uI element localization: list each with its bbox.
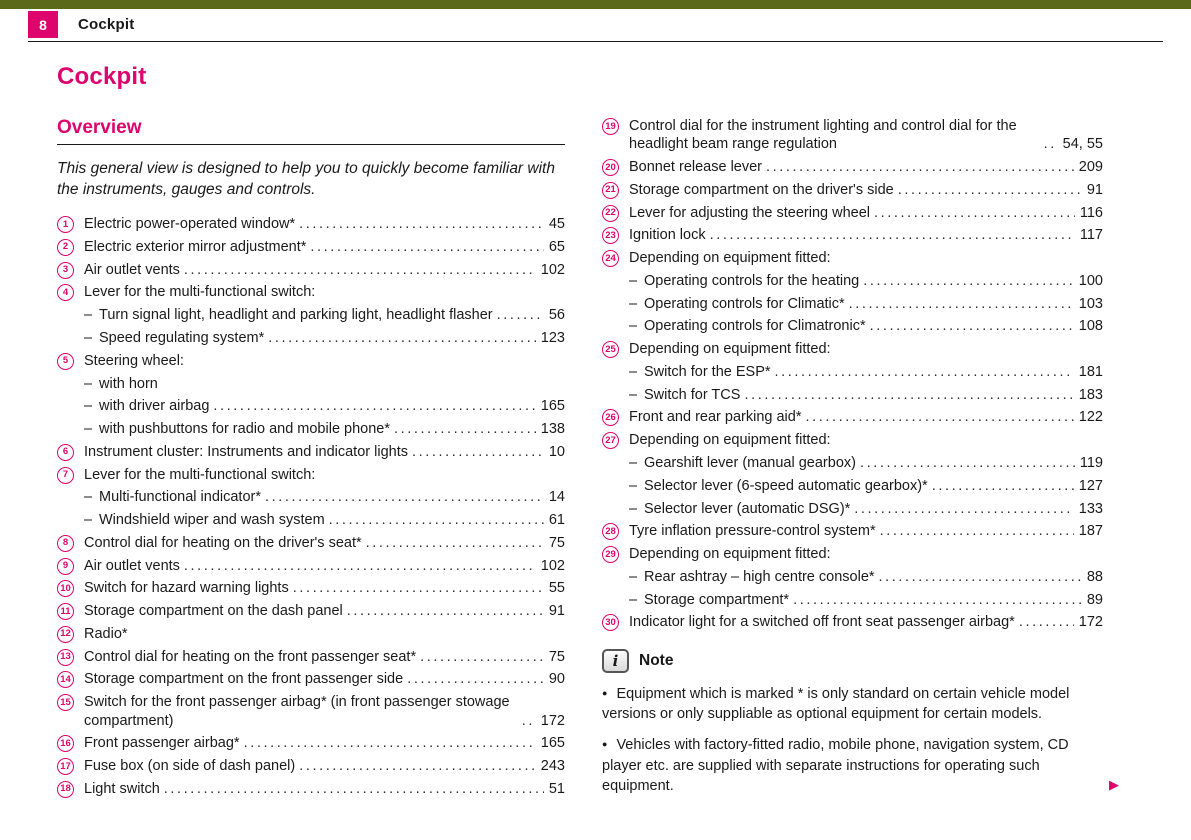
sub-item-dash-icon: – xyxy=(84,307,93,324)
note-text: Vehicles with factory-fitted radio, mobile phone, navigation system, CD player etc. are supplied with separate instructions for operating such equipment. xyxy=(602,737,1069,794)
entry-content xyxy=(629,204,1103,222)
page-reference: 51 xyxy=(548,780,565,797)
entry-label: Gearshift lever (manual gearbox) xyxy=(644,454,856,471)
toc-subentry xyxy=(602,295,1103,313)
entry-label: Storage compartment on the driver's side xyxy=(629,181,894,198)
entry-label: Switch for hazard warning lights xyxy=(84,580,289,597)
entry-content xyxy=(644,500,1103,518)
entry-content xyxy=(629,522,1103,540)
note-title: Note xyxy=(639,651,674,669)
entry-content xyxy=(84,693,565,730)
entry-content xyxy=(99,511,565,529)
page-reference: 91 xyxy=(1086,181,1103,198)
sub-item-dash-icon: – xyxy=(629,363,638,380)
toc-entry xyxy=(57,534,565,552)
entry-label: Tyre inflation pressure-control system* xyxy=(629,523,876,540)
page-reference: 183 xyxy=(1078,386,1103,403)
dotted-leader xyxy=(184,557,536,575)
sub-item-dash-icon: – xyxy=(629,272,638,289)
toc-entry xyxy=(602,545,1103,563)
item-number-badge: 12 xyxy=(57,626,74,643)
continuation-arrow-icon: ▶ xyxy=(1109,777,1119,793)
entry-label: Control dial for heating on the front passenger seat* xyxy=(84,648,417,665)
entry-content xyxy=(629,249,1103,267)
page-reference: 243 xyxy=(540,758,565,775)
entry-label: Air outlet vents xyxy=(84,261,180,278)
entry-label: Steering wheel: xyxy=(84,352,184,369)
dotted-leader xyxy=(874,204,1075,222)
entry-label: Electric power-operated window* xyxy=(84,216,296,233)
item-number-badge: 5 xyxy=(57,353,74,370)
sub-item-dash-icon: – xyxy=(629,500,638,517)
toc-subentry xyxy=(57,420,565,438)
entry-content xyxy=(84,734,565,752)
sub-item-dash-icon: – xyxy=(629,568,638,585)
toc-entry xyxy=(57,734,565,752)
entry-content xyxy=(99,397,565,415)
entry-label: Selector lever (automatic DSG)* xyxy=(644,500,851,517)
entry-label: Depending on equipment fitted: xyxy=(629,546,831,563)
page-reference: 91 xyxy=(548,603,565,620)
toc-right xyxy=(602,117,1103,632)
toc-entry xyxy=(57,557,565,575)
page-reference: 90 xyxy=(548,671,565,688)
entry-content xyxy=(99,488,565,506)
entry-label: Depending on equipment fitted: xyxy=(629,432,831,449)
entry-content xyxy=(629,340,1103,358)
toc-subentry xyxy=(602,591,1103,609)
dotted-leader xyxy=(329,511,544,529)
dotted-leader xyxy=(898,181,1082,199)
entry-content xyxy=(629,545,1103,563)
toc-entry xyxy=(602,522,1103,540)
entry-label: Depending on equipment fitted: xyxy=(629,341,831,358)
page-reference: 61 xyxy=(548,512,565,529)
toc-subentry xyxy=(602,500,1103,518)
dotted-leader xyxy=(213,397,535,415)
sub-item-dash-icon: – xyxy=(629,477,638,494)
entry-label: Fuse box (on side of dash panel) xyxy=(84,758,296,775)
page-reference: 103 xyxy=(1078,295,1103,312)
entry-label: Radio* xyxy=(84,625,128,642)
dotted-leader xyxy=(806,408,1074,426)
page-reference: 187 xyxy=(1078,523,1103,540)
entry-content xyxy=(84,534,565,552)
page-reference: 89 xyxy=(1086,591,1103,608)
item-number-badge: 19 xyxy=(602,118,619,135)
page-reference: 75 xyxy=(548,534,565,551)
item-number-badge: 30 xyxy=(602,614,619,631)
dotted-leader xyxy=(184,261,536,279)
header-rule xyxy=(28,41,1163,42)
page-title: Cockpit xyxy=(57,63,147,90)
toc-entry xyxy=(602,226,1103,244)
dotted-leader xyxy=(766,158,1074,176)
dotted-leader xyxy=(497,306,544,324)
entry-label: Lever for the multi-functional switch: xyxy=(84,284,316,301)
toc-subentry xyxy=(57,375,565,393)
item-number-badge: 14 xyxy=(57,671,74,688)
dotted-leader xyxy=(710,226,1075,244)
item-number-badge: 28 xyxy=(602,523,619,540)
toc-entry xyxy=(57,283,565,301)
section-title: Overview xyxy=(57,117,142,138)
toc-subentry xyxy=(602,272,1103,290)
item-number-badge: 29 xyxy=(602,546,619,563)
page-reference: 14 xyxy=(548,489,565,506)
page-content xyxy=(0,63,1191,807)
entry-label: Rear ashtray – high centre console* xyxy=(644,568,875,585)
right-column xyxy=(602,117,1119,807)
toc-entry xyxy=(57,602,565,620)
dotted-leader xyxy=(932,477,1074,495)
toc-entry xyxy=(602,613,1103,631)
entry-content xyxy=(84,261,565,279)
toc-entry xyxy=(57,579,565,597)
entry-label: Lever for the multi-functional switch: xyxy=(84,466,316,483)
toc-subentry xyxy=(57,511,565,529)
sub-item-dash-icon: – xyxy=(629,591,638,608)
page-reference: 116 xyxy=(1079,204,1103,221)
toc-entry xyxy=(57,215,565,233)
entry-content xyxy=(644,386,1103,404)
page-reference: 54, 55 xyxy=(1062,136,1103,153)
entry-label: Indicator light for a switched off front seat passenger airbag* xyxy=(629,614,1015,631)
entry-content xyxy=(629,226,1103,244)
dotted-leader xyxy=(522,712,536,730)
sub-item-dash-icon: – xyxy=(629,386,638,403)
item-number-badge: 15 xyxy=(57,694,74,711)
item-number-badge: 16 xyxy=(57,735,74,752)
toc-subentry xyxy=(602,317,1103,335)
sub-item-dash-icon: – xyxy=(84,489,93,506)
dotted-leader xyxy=(310,238,543,256)
toc-subentry xyxy=(57,397,565,415)
entry-label: Switch for the front passenger airbag* (in front passenger stowage compartment) xyxy=(84,694,510,729)
page-reference: 181 xyxy=(1078,363,1103,380)
toc-entry xyxy=(602,431,1103,449)
toc-subentry xyxy=(602,386,1103,404)
page-header xyxy=(28,9,1163,38)
entry-label: Ignition lock xyxy=(629,227,706,244)
toc-entry xyxy=(57,693,565,730)
entry-label: Windshield wiper and wash system xyxy=(99,512,325,529)
entry-content xyxy=(644,568,1103,586)
section-rule xyxy=(57,144,565,145)
dotted-leader xyxy=(420,648,544,666)
entry-label: Operating controls for Climatronic* xyxy=(644,318,866,335)
sub-item-dash-icon: – xyxy=(84,375,93,392)
item-number-badge: 3 xyxy=(57,262,74,279)
entry-content xyxy=(84,238,565,256)
sub-item-dash-icon: – xyxy=(84,421,93,438)
entry-content xyxy=(644,295,1103,313)
dotted-leader xyxy=(268,329,536,347)
dotted-leader xyxy=(394,420,536,438)
page-reference: 138 xyxy=(540,421,565,438)
entry-content xyxy=(84,757,565,775)
item-number-badge: 8 xyxy=(57,535,74,552)
item-number-badge: 1 xyxy=(57,216,74,233)
item-number-badge: 25 xyxy=(602,341,619,358)
page-reference: 55 xyxy=(548,580,565,597)
item-number-badge: 21 xyxy=(602,182,619,199)
item-number-badge: 11 xyxy=(57,603,74,620)
entry-content xyxy=(629,431,1103,449)
dotted-leader xyxy=(744,386,1073,404)
entry-content xyxy=(644,591,1103,609)
toc-left xyxy=(57,215,565,798)
entry-label: Instrument cluster: Instruments and indicator lights xyxy=(84,443,408,460)
dotted-leader xyxy=(299,215,544,233)
item-number-badge: 13 xyxy=(57,649,74,666)
note-bullet-item xyxy=(602,735,1103,796)
entry-content xyxy=(629,408,1103,426)
page-reference: 165 xyxy=(540,735,565,752)
dotted-leader xyxy=(793,591,1082,609)
dotted-leader xyxy=(244,734,536,752)
toc-entry xyxy=(602,117,1103,154)
entry-content xyxy=(99,329,565,347)
entry-content xyxy=(629,613,1103,631)
entry-content xyxy=(644,454,1103,472)
toc-subentry xyxy=(602,363,1103,381)
entry-label: with horn xyxy=(99,375,158,392)
dotted-leader xyxy=(860,454,1075,472)
toc-entry xyxy=(57,443,565,461)
page-number-badge: 8 xyxy=(28,11,58,38)
entry-label: Multi-functional indicator* xyxy=(99,489,261,506)
entry-label: Turn signal light, headlight and parking light, headlight flasher xyxy=(99,307,493,324)
intro-text: This general view is designed to help you to quickly become familiar with the instruments, gauges and controls. xyxy=(57,160,555,199)
item-number-badge: 2 xyxy=(57,239,74,256)
page-reference: 102 xyxy=(540,261,565,278)
entry-label: Storage compartment on the dash panel xyxy=(84,603,343,620)
dotted-leader xyxy=(854,500,1074,518)
toc-entry xyxy=(57,757,565,775)
entry-label: with driver airbag xyxy=(99,398,210,415)
entry-content xyxy=(84,466,565,484)
entry-label: Front passenger airbag* xyxy=(84,735,240,752)
toc-subentry xyxy=(57,329,565,347)
item-number-badge: 7 xyxy=(57,467,74,484)
dotted-leader xyxy=(366,534,544,552)
dotted-leader xyxy=(412,443,544,461)
entry-label: Operating controls for the heating xyxy=(644,272,860,289)
entry-content xyxy=(84,215,565,233)
page-reference: 100 xyxy=(1078,272,1103,289)
sub-item-dash-icon: – xyxy=(84,329,93,346)
page-reference: 45 xyxy=(548,216,565,233)
entry-content xyxy=(99,306,565,324)
toc-entry xyxy=(602,181,1103,199)
toc-entry xyxy=(57,352,565,370)
entry-content xyxy=(629,158,1103,176)
entry-label: Control dial for the instrument lighting and control dial for the headlight beam range regulation xyxy=(629,118,1017,153)
entry-content xyxy=(84,557,565,575)
entry-content xyxy=(644,363,1103,381)
dotted-leader xyxy=(863,272,1074,290)
dotted-leader xyxy=(407,670,544,688)
sub-item-dash-icon: – xyxy=(629,318,638,335)
entry-content xyxy=(644,477,1103,495)
entry-content xyxy=(644,272,1103,290)
entry-label: Bonnet release lever xyxy=(629,159,762,176)
dotted-leader xyxy=(293,579,544,597)
entry-label: Selector lever (6-speed automatic gearbox)* xyxy=(644,477,928,494)
chapter-title: Cockpit xyxy=(78,16,135,33)
entry-content xyxy=(84,625,565,643)
entry-label: Switch for TCS xyxy=(644,386,741,403)
page-reference: 209 xyxy=(1078,159,1103,176)
item-number-badge: 10 xyxy=(57,580,74,597)
entry-label: Control dial for heating on the driver's seat* xyxy=(84,534,362,551)
sub-item-dash-icon: – xyxy=(629,295,638,312)
entry-content xyxy=(99,420,565,438)
entry-label: Speed regulating system* xyxy=(99,329,265,346)
two-column-layout xyxy=(57,117,1119,807)
info-icon: i xyxy=(602,649,629,673)
toc-entry xyxy=(57,625,565,643)
top-color-bar xyxy=(0,0,1191,9)
dotted-leader xyxy=(347,602,544,620)
toc-entry xyxy=(57,648,565,666)
entry-label: Operating controls for Climatic* xyxy=(644,295,845,312)
page-reference: 119 xyxy=(1079,454,1103,471)
item-number-badge: 26 xyxy=(602,409,619,426)
dotted-leader xyxy=(164,780,544,798)
item-number-badge: 18 xyxy=(57,781,74,798)
toc-entry xyxy=(57,238,565,256)
dotted-leader xyxy=(880,522,1074,540)
dotted-leader xyxy=(870,317,1074,335)
sub-item-dash-icon: – xyxy=(84,398,93,415)
item-number-badge: 27 xyxy=(602,432,619,449)
entry-content xyxy=(84,443,565,461)
dotted-leader xyxy=(849,295,1074,313)
dotted-leader xyxy=(299,757,536,775)
note-text: Equipment which is marked * is only standard on certain vehicle model versions or only suppliable as optional equipment for certain models. xyxy=(602,685,1070,722)
entry-label: Depending on equipment fitted: xyxy=(629,250,831,267)
sub-item-dash-icon: – xyxy=(84,512,93,529)
item-number-badge: 6 xyxy=(57,444,74,461)
item-number-badge: 24 xyxy=(602,250,619,267)
entry-content xyxy=(84,602,565,620)
entry-label: Storage compartment on the front passenger side xyxy=(84,671,404,688)
entry-label: Air outlet vents xyxy=(84,557,180,574)
item-number-badge: 20 xyxy=(602,159,619,176)
page-reference: 172 xyxy=(540,712,565,729)
entry-label: Switch for the ESP* xyxy=(644,363,771,380)
entry-label: Electric exterior mirror adjustment* xyxy=(84,238,307,255)
toc-subentry xyxy=(602,454,1103,472)
toc-entry xyxy=(602,158,1103,176)
toc-entry xyxy=(57,780,565,798)
left-column xyxy=(57,117,565,807)
toc-subentry xyxy=(57,488,565,506)
sub-item-dash-icon: – xyxy=(629,454,638,471)
item-number-badge: 23 xyxy=(602,227,619,244)
dotted-leader xyxy=(775,363,1074,381)
note-bullet-item xyxy=(602,684,1103,725)
toc-entry xyxy=(602,408,1103,426)
page-reference: 10 xyxy=(548,443,565,460)
page-reference: 88 xyxy=(1086,568,1103,585)
entry-content xyxy=(84,352,565,370)
page-reference: 133 xyxy=(1078,500,1103,517)
dotted-leader xyxy=(1019,613,1074,631)
toc-subentry xyxy=(57,306,565,324)
entry-content xyxy=(629,117,1103,154)
page-reference: 123 xyxy=(540,329,565,346)
page-reference: 75 xyxy=(548,648,565,665)
note-header xyxy=(602,649,1103,673)
entry-label: Lever for adjusting the steering wheel xyxy=(629,204,871,221)
entry-content xyxy=(84,283,565,301)
toc-entry xyxy=(57,466,565,484)
page-reference: 65 xyxy=(548,238,565,255)
entry-label: Front and rear parking aid* xyxy=(629,409,802,426)
dotted-leader xyxy=(1044,135,1058,153)
entry-label: with pushbuttons for radio and mobile phone* xyxy=(99,421,390,438)
page-reference: 172 xyxy=(1078,614,1103,631)
dotted-leader xyxy=(265,488,544,506)
entry-label: Light switch xyxy=(84,780,160,797)
note-bullets xyxy=(602,684,1103,796)
page-reference: 165 xyxy=(540,398,565,415)
page-reference: 117 xyxy=(1079,227,1103,244)
dotted-leader xyxy=(879,568,1082,586)
toc-entry xyxy=(57,261,565,279)
page-reference: 102 xyxy=(540,557,565,574)
toc-entry xyxy=(602,249,1103,267)
toc-entry xyxy=(57,670,565,688)
page-reference: 122 xyxy=(1078,409,1103,426)
entry-content xyxy=(629,181,1103,199)
entry-content xyxy=(84,579,565,597)
entry-content xyxy=(84,780,565,798)
entry-content xyxy=(99,375,565,393)
bullet-icon: ● xyxy=(602,687,608,698)
entry-content xyxy=(84,648,565,666)
item-number-badge: 17 xyxy=(57,758,74,775)
page-reference: 127 xyxy=(1078,477,1103,494)
page-reference: 56 xyxy=(548,307,565,324)
item-number-badge: 4 xyxy=(57,284,74,301)
entry-content xyxy=(84,670,565,688)
note-block xyxy=(602,649,1119,796)
bullet-icon: ● xyxy=(602,739,608,750)
toc-entry xyxy=(602,340,1103,358)
item-number-badge: 22 xyxy=(602,205,619,222)
page-reference: 108 xyxy=(1078,318,1103,335)
toc-subentry xyxy=(602,477,1103,495)
item-number-badge: 9 xyxy=(57,558,74,575)
entry-content xyxy=(644,317,1103,335)
toc-subentry xyxy=(602,568,1103,586)
toc-entry xyxy=(602,204,1103,222)
entry-label: Storage compartment* xyxy=(644,591,790,608)
